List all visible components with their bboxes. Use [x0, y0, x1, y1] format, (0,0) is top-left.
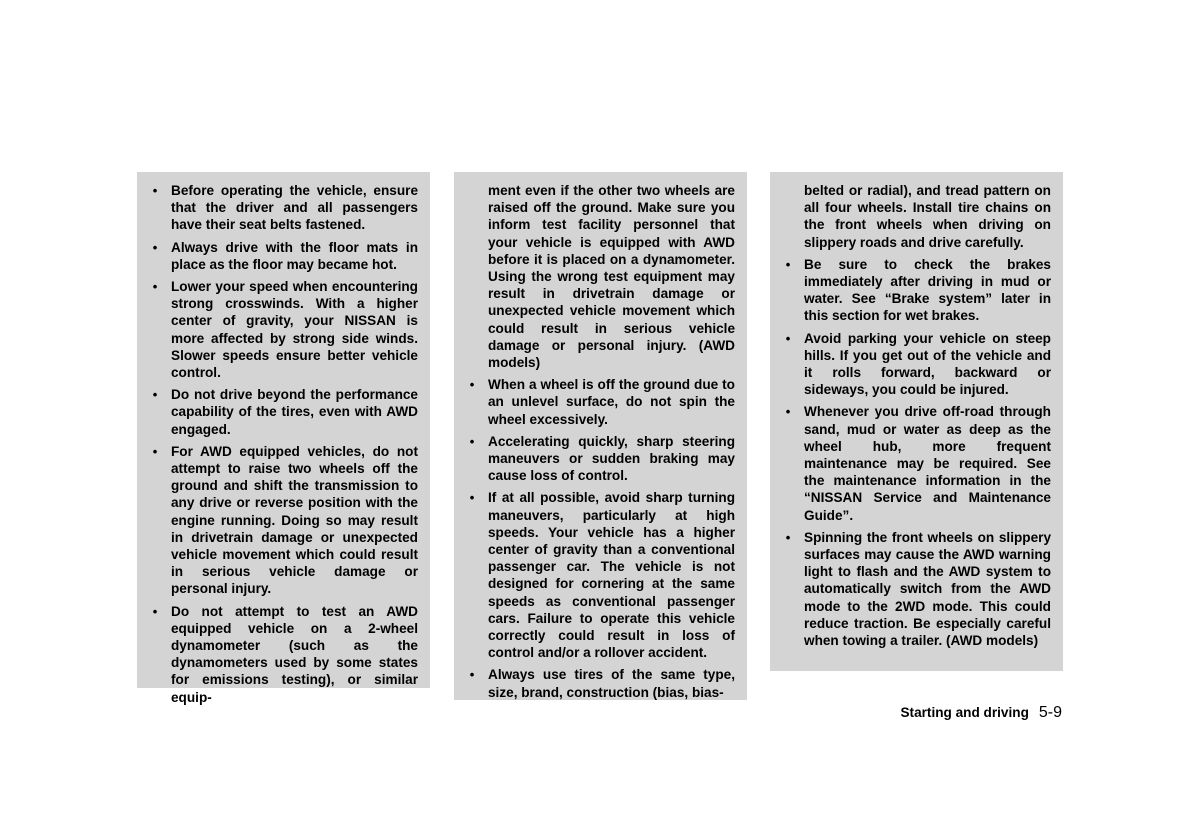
bullet-icon: •: [469, 667, 475, 683]
page-number: 5-9: [1038, 704, 1062, 721]
list-item-text: belted or radial), and tread pattern on all four wheels. Install tire chains on the front wheels when driving on slippery roads and drive carefully.: [804, 183, 1051, 250]
warning-column-3: [770, 172, 1063, 671]
list-item: [782, 529, 1051, 649]
bullet-icon: •: [785, 529, 791, 545]
list-item: [149, 603, 418, 706]
list-item-text: Accelerating quickly, sharp steering maneuvers or sudden braking may cause loss of control.: [488, 433, 735, 484]
list-item-text: If at all possible, avoid sharp turning maneuvers, particularly at high speeds. Your vehicle has a higher center of gravity than a conventional passenger car. The vehicle is not designed for cornering at the same speeds as conventional passenger cars. Failure to operate this vehicle correctly could result in loss of control and/or a rollover accident.: [488, 490, 735, 661]
list-item-text: Be sure to check the brakes immediately after driving in mud or water. See “Brake system” later in this section for wet brakes.: [804, 256, 1051, 324]
list-item-text: Do not drive beyond the performance capability of the tires, even with AWD engaged.: [171, 387, 418, 437]
list-item-continuation: [782, 182, 1051, 251]
page-footer: [860, 704, 1062, 722]
list-item-text: When a wheel is off the ground due to an unlevel surface, do not spin the wheel excessively.: [488, 377, 735, 427]
bullet-icon: •: [469, 377, 475, 393]
list-item-text: Whenever you drive off-road through sand, mud or water as deep as the wheel hub, more frequent maintenance may be required. See the maintenance information in the “NISSAN Service and Maintenance Guide”.: [804, 404, 1051, 523]
bullet-icon: •: [785, 330, 791, 346]
bullet-icon: •: [785, 404, 791, 420]
list-item: [466, 666, 735, 700]
list-item: [149, 182, 418, 234]
list-item: [149, 278, 418, 381]
bullet-icon: •: [469, 433, 475, 449]
bullet-icon: •: [152, 603, 158, 619]
list-item-text: Lower your speed when encountering strong crosswinds. With a higher center of gravity, your NISSAN is more affected by strong side winds. Slower speeds ensure better vehicle control.: [171, 279, 418, 381]
list-item: [149, 386, 418, 438]
list-item: [782, 256, 1051, 325]
bullet-icon: •: [152, 443, 158, 459]
bullet-icon: •: [469, 490, 475, 506]
bullet-icon: •: [152, 239, 158, 255]
list-item-text: Avoid parking your vehicle on steep hills. If you get out of the vehicle and it rolls forward, backward or sideways, you could be injured.: [804, 330, 1051, 398]
bullet-icon: •: [152, 387, 158, 403]
warning-column-1: [137, 172, 430, 705]
bullet-icon: •: [152, 183, 158, 198]
list-item-text: ment even if the other two wheels are raised off the ground. Make sure you inform test facility personnel that your vehicle is equipped with AWD before it is placed on a dynamometer. Using the wrong test equipment may result in drivetrain damage or unexpected vehicle movement which could result in serious vehicle damage or personal injury. (AWD models): [488, 183, 735, 371]
list-item: [149, 239, 418, 273]
warning-column-2: [454, 172, 747, 700]
list-item: [466, 376, 735, 428]
section-title: Starting and driving: [900, 705, 1029, 720]
list-item-text: Always drive with the floor mats in place as the floor may became hot.: [171, 239, 418, 272]
list-item-text: Always use tires of the same type, size, brand, construction (bias, bias-: [488, 667, 735, 700]
list-item: [782, 330, 1051, 399]
list-item: [782, 403, 1051, 523]
bullet-icon: •: [152, 279, 158, 295]
list-item-text: Before operating the vehicle, ensure that the driver and all passengers have their seat belts fastened.: [171, 183, 418, 233]
list-item: [466, 433, 735, 485]
list-item-continuation: [466, 182, 735, 371]
list-item: [466, 489, 735, 661]
list-item: [149, 443, 418, 598]
list-item-text: Do not attempt to test an AWD equipped vehicle on a 2-wheel dynamometer (such as the dynamometers used by some states for emissions testing), or similar equip-: [171, 603, 418, 705]
list-item-text: For AWD equipped vehicles, do not attempt to raise two wheels off the ground and shift the transmission to any drive or reverse position with the engine running. Doing so may result in drivetrain damage or unexpected vehicle movement which could result in serious vehicle damage or personal injury.: [171, 443, 418, 597]
bullet-icon: •: [785, 256, 791, 272]
list-item-text: Spinning the front wheels on slippery surfaces may cause the AWD warning light to flash and the AWD system to automatically switch from the AWD mode to the 2WD mode. This could reduce traction. Be especially careful when towing a trailer. (AWD models): [804, 529, 1051, 649]
